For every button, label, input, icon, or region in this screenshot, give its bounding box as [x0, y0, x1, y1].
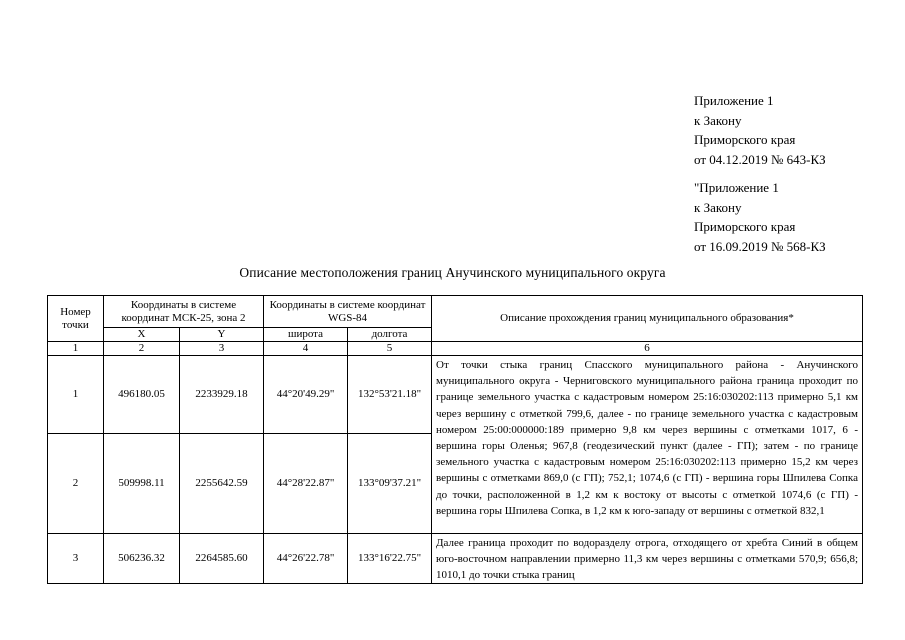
header-row [48, 296, 863, 328]
header-description: Описание прохождения границ муниципального образования* [432, 296, 863, 342]
table-row [48, 356, 863, 434]
column-number: 1 [48, 342, 104, 356]
header-y: Y [180, 328, 264, 342]
point-number: 2 [48, 434, 104, 534]
latitude: 44°20'49.29" [264, 356, 348, 434]
column-number: 5 [348, 342, 432, 356]
header-latitude: широта [264, 328, 348, 342]
appendix-line: "Приложение 1 [694, 180, 779, 195]
appendix-line: Приморского края [694, 132, 796, 147]
column-number-row [48, 342, 863, 356]
header-wgs-coordinates: Координаты в системе координат WGS-84 [264, 296, 432, 328]
column-number: 6 [432, 342, 863, 356]
boundary-description [432, 534, 863, 584]
appendix-line: к Закону [694, 199, 742, 215]
header-x: X [104, 328, 180, 342]
boundary-coordinates-table [47, 295, 863, 584]
coordinate-y: 2233929.18 [180, 356, 264, 434]
point-number: 1 [48, 356, 104, 434]
longitude: 133°16'22.75" [348, 534, 432, 584]
column-number: 2 [104, 342, 180, 356]
table-row-spacer [48, 534, 863, 552]
header-point-number: Номер точки [48, 296, 104, 342]
boundary-description-text: Далее граница проходит по водоразделу отрога, отходящего от хребта Синий в общем юго-восточном направлении примерно 11,3 км через вершины с отметками 570,9; 656,8; 1010,1 до точки стыка границ [436, 537, 858, 582]
appendix-current-law [694, 91, 826, 169]
header-longitude: долгота [348, 328, 432, 342]
coordinate-y: 2255642.59 [180, 434, 264, 534]
column-number: 4 [264, 342, 348, 356]
coordinate-x: 506236.32 [104, 534, 180, 584]
appendix-line: Приложение 1 [694, 93, 774, 108]
document-title: Описание местоположения границ Анучинского муниципального округа [239, 265, 666, 280]
latitude: 44°26'22.78" [264, 534, 348, 584]
coordinate-x: 509998.11 [104, 434, 180, 534]
point-number: 3 [48, 534, 104, 584]
appendix-line: к Закону [694, 112, 742, 128]
coordinate-y: 2264585.60 [180, 534, 264, 584]
appendix-date-number: от 16.09.2019 № 568-КЗ [694, 238, 826, 254]
longitude: 132°53'21.18" [348, 356, 432, 434]
boundary-description: От точки стыка границ Спасского муниципального района - Анучинского муниципального округа - Черниговского муниципального района граница проходит по границе земельного участка с кадастровым номером 25:16:030202:113 примерно 5,1 км через вершину с отметкой 799,6, далее - по границе земельного участка с кадастровым номером 25:00:000000:189 примерно 9,8 км через вершины с отметками 1017, 6 - вершина горы Оленья; 967,8 (геодезический пункт (далее - ГП); затем - по границе земельного участка с кадастровым номером 25:16:030202:113 примерно 15,2 км через вершины с отметками 869,0 (с ГП); 752,1; 1074,6 (с ГП) - вершина горы Шпилева Сопка до точки, расположенной в 1,2 км к востоку от высоты с отметкой 1074,6 (с ГП) - вершина горы Шпилева Сопка, в 1,2 км к юго-западу от вершины с отметкой 832,1 [432, 356, 863, 534]
longitude: 133°09'37.21" [348, 434, 432, 534]
appendix-previous-law [694, 178, 826, 256]
column-number: 3 [180, 342, 264, 356]
appendix-date-number: от 04.12.2019 № 643-КЗ [694, 151, 826, 167]
header-msk-coordinates: Координаты в системе координат МСК-25, зона 2 [104, 296, 264, 328]
appendix-line: Приморского края [694, 219, 796, 234]
latitude: 44°28'22.87" [264, 434, 348, 534]
coordinate-x: 496180.05 [104, 356, 180, 434]
